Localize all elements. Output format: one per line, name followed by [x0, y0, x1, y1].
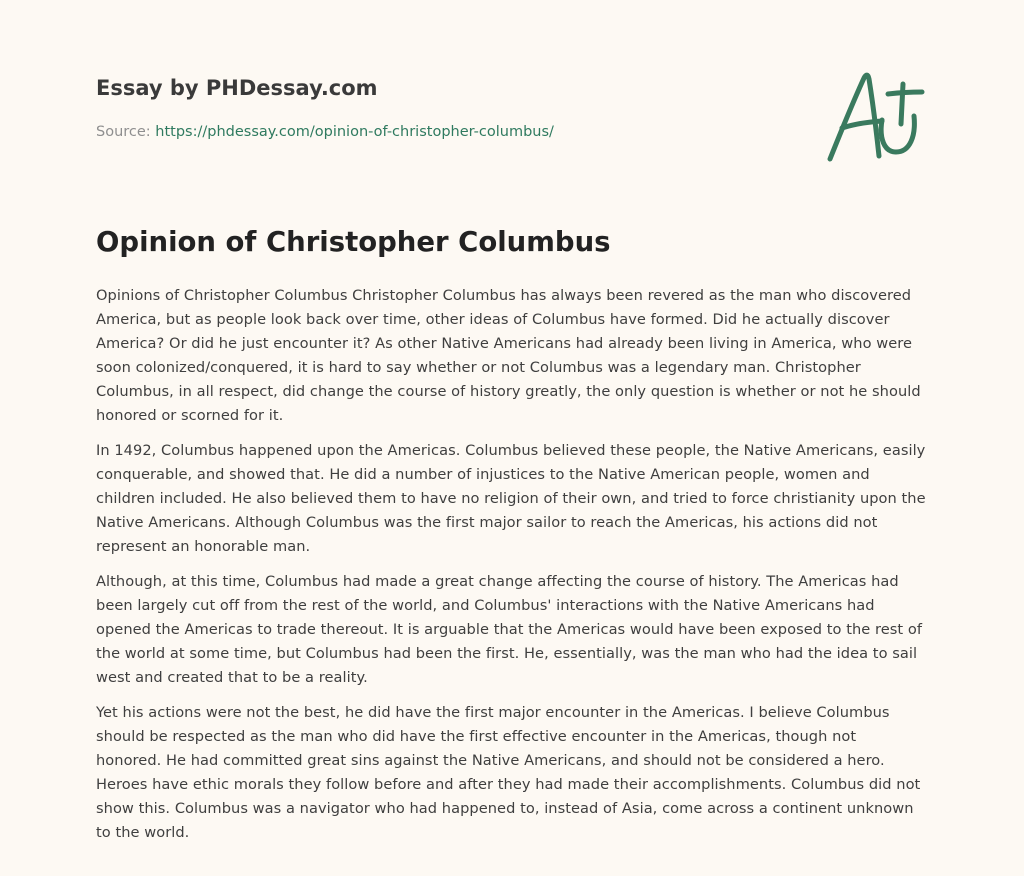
essay-title: Opinion of Christopher Columbus — [96, 226, 611, 258]
site-title: Essay by PHDessay.com — [96, 76, 378, 100]
page-header — [96, 0, 926, 190]
essay-page — [96, 0, 926, 841]
source-link[interactable]: https://phdessay.com/opinion-of-christopher-columbus/ — [155, 124, 554, 140]
a-plus-logo-icon — [824, 66, 928, 166]
essay-paragraph: In 1492, Columbus happened upon the Americas. Columbus believed these people, the Native Americans, easily conquerable, and showed that. He did a number of injustices to the Native American people, women and children included. He also believed them to have no religion of their own, and tried to force christianity upon the Native Americans. Although Columbus was the first major sailor to reach the Americas, his actions did not represent an honorable man. — [96, 442, 926, 555]
essay-paragraph: Opinions of Christopher Columbus Christopher Columbus has always been revered as the man who discovered America, but as people look back over time, other ideas of Columbus have formed. Did he actually discover America? Or did he just encounter it? As other Native Americans had already been living in America, who were soon colonized/conquered, it is hard to say whether or not Columbus was a legendary man. Christopher Columbus, in all respect, did change the course of history greatly, the only question is whether or not he should honored or scorned for it. — [96, 287, 921, 424]
source-label: Source: — [96, 124, 156, 140]
essay-body — [96, 284, 926, 856]
source-line — [96, 124, 554, 140]
essay-paragraph: Yet his actions were not the best, he did have the first major encounter in the Americas. I believe Columbus should be respected as the man who did have the first effective encounter in the Americas, though not honored. He had committed great sins against the Native Americans, and should not be considered a hero. Heroes have ethic morals they follow before and after they had made their accomplishments. Columbus did not show this. Columbus was a navigator who had happened to, instead of Asia, come across a continent unknown to the world. — [96, 704, 921, 841]
essay-paragraph: Although, at this time, Columbus had made a great change affecting the course of history. The Americas had been largely cut off from the rest of the world, and Columbus' interactions with the Native Americans had opened the Americas to trade thereout. It is arguable that the Americas would have been exposed to the rest of the world at some time, but Columbus had been the first. He, essentially, was the man who had the idea to sail west and created that to be a reality. — [96, 573, 923, 686]
